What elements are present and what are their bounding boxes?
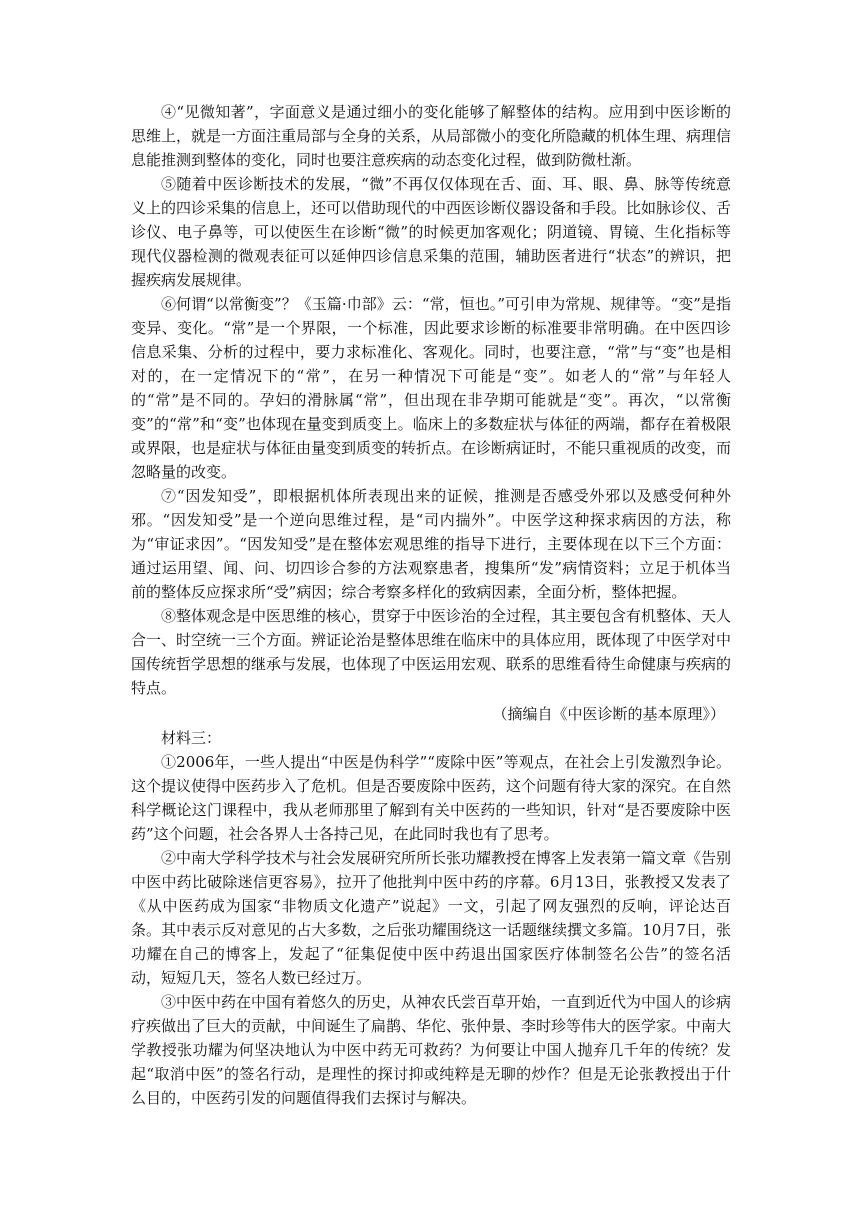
paragraph-5: ⑤随着中医诊断技术的发展，“微”不再仅仅体现在舌、面、耳、眼、鼻、脉等传统意义上的四诊采集的信息上，还可以借助现代的中西医诊断仪器设备和手段。比如脉诊仪、舌诊仪、电子鼻等，可以使医生在诊断“微”的时候更加客观化；阴道镜、胃镜、生化指标等现代仪器检测的微观表征可以延伸四诊信息采集的范围，辅助医者进行“状态”的辨识，把握疾病发展规律。 bbox=[131, 175, 732, 289]
paragraph-4: ④“见微知著”，字面意义是通过细小的变化能够了解整体的结构。应用到中医诊断的思维上，就是一方面注重局部与全身的关系，从局部微小的变化所隐藏的机体生理、病理信息能推测到整体的变化，同时也要注意疾病的动态变化过程，做到防微杜渐。 bbox=[131, 103, 732, 169]
document-body bbox=[131, 100, 731, 1110]
paragraph-8: ⑧整体观念是中医思维的核心，贯穿于中医诊治的全过程，其主要包含有机整体、天人合一、时空统一三个方面。辨证论治是整体思维在临床中的具体应用，既体现了中医学对中国传统哲学思想的继承与发展，也体现了中医运用宏观、联系的思维看待生命健康与疾病的特点。 bbox=[131, 607, 732, 697]
paragraph-7: ⑦“因发知受”，即根据机体所表现出来的证候，推测是否感受外邪以及感受何种外邪。“因发知受”是一个逆向思维过程，是“司内揣外”。中医学这种探求病因的方法，称为“审证求因”。“因发知受”是在整体宏观思维的指导下进行，主要体现在以下三个方面：通过运用望、闻、问、切四诊合参的方法观察患者，搜集所“发”病情资料；立足于机体当前的整体反应探求所“受”病因；综合考察多样化的致病因素，全面分析，整体把握。 bbox=[131, 487, 731, 601]
section-label-material-3: 材料三： bbox=[161, 729, 222, 747]
material3-paragraph-1: ①2006年，一些人提出“中医是伪科学”“废除中医”等观点，在社会上引发激烈争论。这个提议使得中医药步入了危机。但是否要废除中医药，这个问题有待大家的深究。在自然科学概论这门课程中，我从老师那里了解到有关中医药的一些知识，针对“是否要废除中医药”这个问题，社会各界人士各持己见，在此同时我也有了思考。 bbox=[131, 753, 732, 843]
material3-paragraph-3: ③中医中药在中国有着悠久的历史，从神农氏尝百草开始，一直到近代为中国人的诊病疗疾做出了巨大的贡献，中间诞生了扁鹊、华佗、张仲景、李时珍等伟大的医学家。中南大学教授张功耀为何坚决地认为中医中药无可救药？为何要让中国人抛弃几千年的传统？发起“取消中医”的签名行动，是理性的探讨抑或纯粹是无聊的炒作？但是无论张教授出于什么目的，中医药引发的问题值得我们去探讨与解决。 bbox=[131, 993, 732, 1107]
material3-paragraph-2: ②中南大学科学技术与社会发展研究所所长张功耀教授在博客上发表第一篇文章《告别中医中药比破除迷信更容易》，拉开了他批判中医中药的序幕。6月13日，张教授又发表了《从中医药成为国家“非物质文化遗产”说起》一文，引起了网友强烈的反响，评论达百条。其中表示反对意见的占大多数，之后张功耀围绕这一话题继续撰文多篇。10月7日，张功耀在自己的博客上，发起了“征集促使中医中药退出国家医疗体制签名公告”的签名活动，短短几天，签名人数已经过万。 bbox=[131, 849, 732, 987]
paragraph-6: ⑥何谓“以常衡变”？《玉篇·巾部》云：“常，恒也。”可引申为常规、规律等。“变”是指变异、变化。“常”是一个界限，一个标准，因此要求诊断的标准要非常明确。在中医四诊信息采集、分析的过程中，要力求标准化、客观化。同时，也要注意，“常”与“变”也是相对的，在一定情况下的“常”，在另一种情况下可能是“变”。如老人的“常”与年轻人的“常”是不同的。孕妇的滑脉属“常”，但出现在非孕期可能就是“变”。再次，“以常衡变”的“常”和“变”也体现在量变到质变上。临床上的多数症状与体征的两端，都存在着极限或界限，也是症状与体征由量变到质变的转折点。在诊断病证时，不能只重视质的改变，而忽略量的改变。 bbox=[131, 295, 732, 481]
source-citation: （摘编自《中医诊断的基本原理》） bbox=[492, 705, 725, 723]
